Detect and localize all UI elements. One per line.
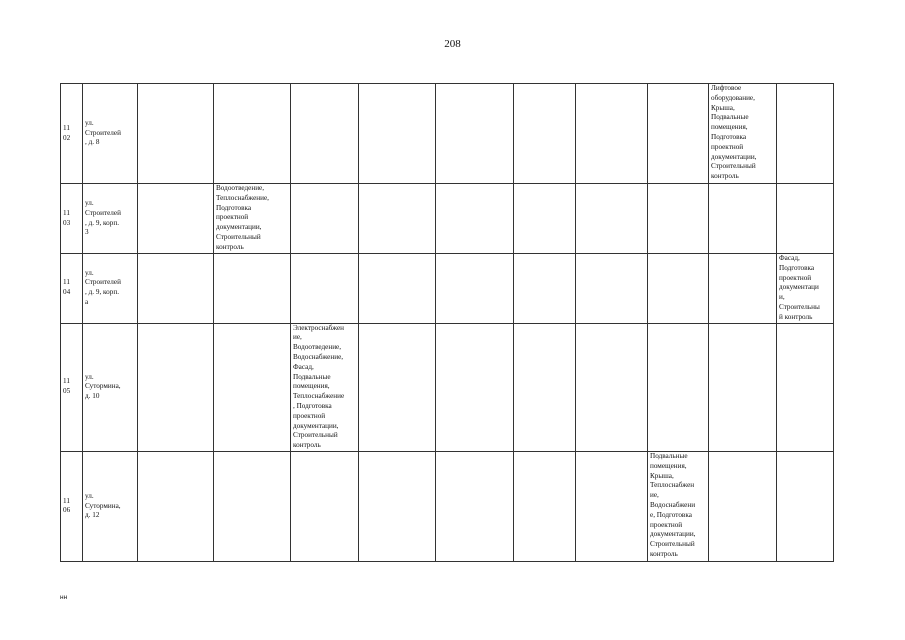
empty-cell: [576, 323, 648, 451]
table-row: [61, 184, 834, 254]
row-number-cell: 11 04: [61, 254, 83, 324]
empty-cell: [359, 184, 436, 254]
empty-cell: [291, 451, 359, 561]
table-row: [61, 451, 834, 561]
empty-cell: [777, 451, 834, 561]
work-types-cell: Водоотведение, Теплоснабжение, Подготовка проектной документации, Строительный контроль: [214, 184, 291, 254]
empty-cell: [214, 323, 291, 451]
empty-cell: [214, 451, 291, 561]
empty-cell: [777, 323, 834, 451]
empty-cell: [648, 254, 709, 324]
empty-cell: [514, 84, 576, 184]
empty-cell: [709, 254, 777, 324]
page-number: 208: [444, 38, 461, 50]
row-number-cell: 11 03: [61, 184, 83, 254]
address-cell: ул. Строителей , д. 9, корп. а: [83, 254, 138, 324]
empty-cell: [138, 323, 214, 451]
empty-cell: [514, 323, 576, 451]
empty-cell: [436, 84, 514, 184]
row-number-cell: 11 02: [61, 84, 83, 184]
empty-cell: [576, 184, 648, 254]
empty-cell: [514, 254, 576, 324]
empty-cell: [436, 184, 514, 254]
empty-cell: [436, 323, 514, 451]
empty-cell: [709, 451, 777, 561]
row-number-cell: 11 06: [61, 451, 83, 561]
empty-cell: [576, 451, 648, 561]
empty-cell: [777, 184, 834, 254]
empty-cell: [138, 254, 214, 324]
row-number-cell: 11 05: [61, 323, 83, 451]
empty-cell: [709, 323, 777, 451]
footer-mark: нн: [60, 594, 68, 601]
empty-cell: [138, 84, 214, 184]
table-row: [61, 323, 834, 451]
empty-cell: [138, 451, 214, 561]
empty-cell: [648, 184, 709, 254]
work-types-cell: Фасад, Подготовка проектной документаци и, Строительны й контроль: [777, 254, 834, 324]
empty-cell: [291, 254, 359, 324]
address-cell: ул. Сутормина, д. 12: [83, 451, 138, 561]
empty-cell: [514, 184, 576, 254]
address-cell: ул. Сутормина, д. 10: [83, 323, 138, 451]
empty-cell: [576, 254, 648, 324]
empty-cell: [359, 254, 436, 324]
empty-cell: [214, 84, 291, 184]
empty-cell: [576, 84, 648, 184]
address-cell: ул. Строителей , д. 8: [83, 84, 138, 184]
work-types-cell: Подвальные помещения, Крыша, Теплоснабжен ие, Водоснабжени е, Подготовка проектной документации, Строительный контроль: [648, 451, 709, 561]
empty-cell: [214, 254, 291, 324]
empty-cell: [291, 184, 359, 254]
table-row: [61, 254, 834, 324]
empty-cell: [138, 184, 214, 254]
empty-cell: [514, 451, 576, 561]
address-cell: ул. Строителей , д. 9, корп. 3: [83, 184, 138, 254]
table-row: [61, 84, 834, 184]
empty-cell: [777, 84, 834, 184]
empty-cell: [709, 184, 777, 254]
empty-cell: [359, 451, 436, 561]
empty-cell: [436, 254, 514, 324]
empty-cell: [359, 84, 436, 184]
work-types-cell: Лифтовое оборудование, Крыша, Подвальные помещения, Подготовка проектной документации, Строительный контроль: [709, 84, 777, 184]
empty-cell: [359, 323, 436, 451]
empty-cell: [436, 451, 514, 561]
empty-cell: [648, 323, 709, 451]
repair-schedule-table: [60, 83, 834, 562]
empty-cell: [291, 84, 359, 184]
work-types-cell: Электроснабжен ие, Водоотведение, Водоснабжение, Фасад, Подвальные помещения, Теплоснабжение , Подготовка проектной документации, Строительный контроль: [291, 323, 359, 451]
empty-cell: [648, 84, 709, 184]
